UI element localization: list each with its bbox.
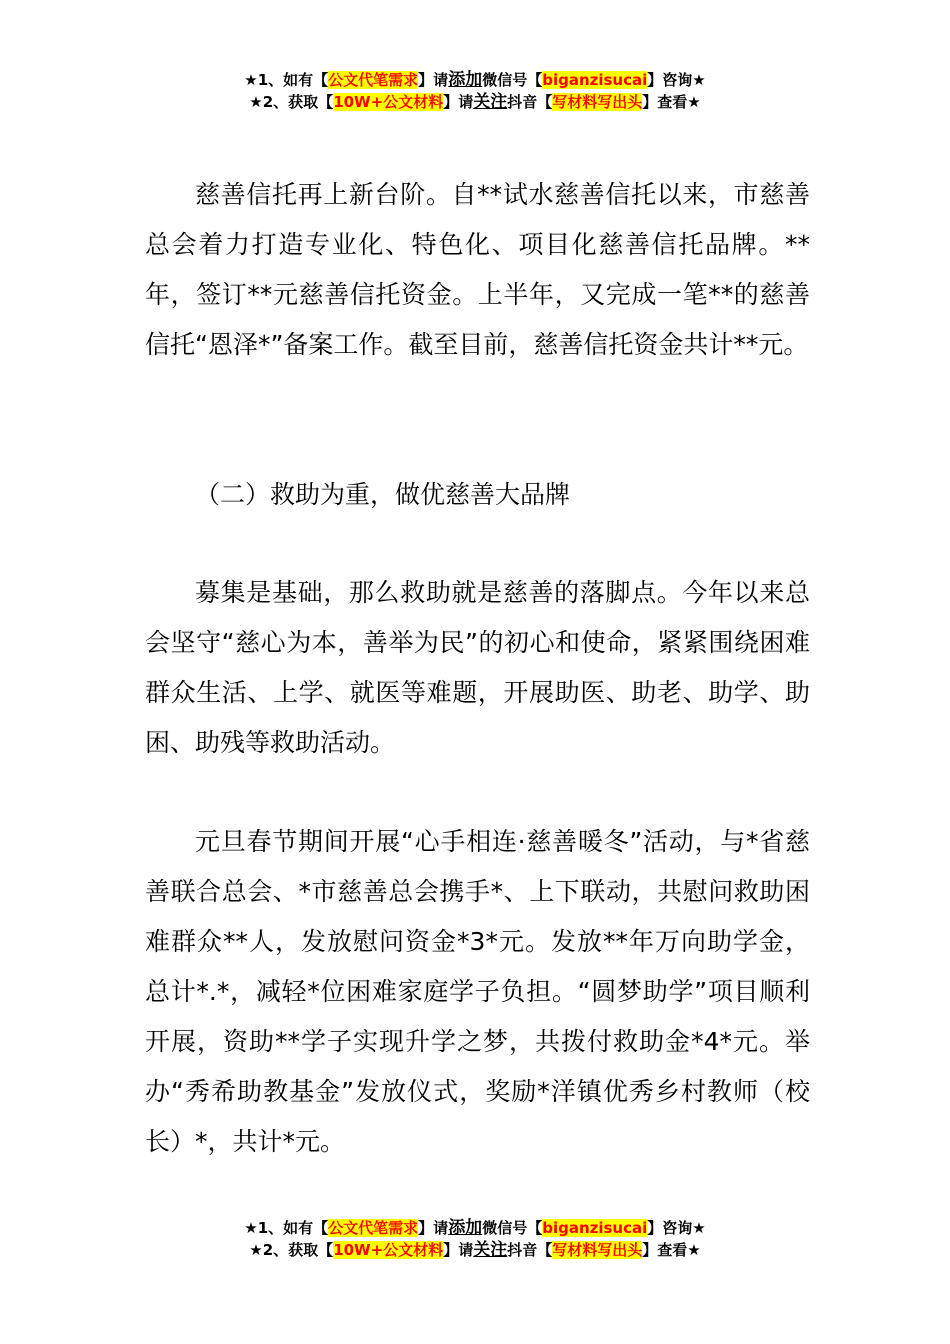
- paragraph-text: 慈善信托再上新台阶。自**试水慈善信托以来，市慈善总会着力打造专业化、特色化、项目化慈善信托品牌。**年，签订**元慈善信托资金。上半年，又完成一笔**的慈善信托“恩泽*”备案工作。截至目前，慈善信托资金共计**元。: [145, 180, 810, 359]
- paragraph-activities: [145, 817, 810, 1167]
- highlight-service: 公文代笔需求: [328, 1219, 419, 1237]
- banner-line-2: [0, 1239, 950, 1261]
- footer-banner: [0, 1217, 950, 1261]
- banner-text: 】查看★: [642, 93, 701, 111]
- banner-text: 】请: [443, 1241, 474, 1259]
- section-heading: [145, 470, 810, 520]
- banner-text: 抖音【: [507, 1241, 553, 1259]
- emphasis-text: 关注: [473, 92, 508, 112]
- banner-line-1: [0, 1217, 950, 1239]
- banner-text: ★2、获取【: [249, 93, 334, 111]
- heading-text: （二）救助为重，做优慈善大品牌: [195, 480, 571, 509]
- banner-text: ★1、如有【: [244, 1219, 329, 1237]
- emphasis-text: 添加: [448, 70, 483, 90]
- paragraph-relief: [145, 568, 810, 768]
- banner-text: ★1、如有【: [244, 71, 329, 89]
- banner-text: 】请: [443, 93, 474, 111]
- banner-text: 微信号【: [482, 71, 543, 89]
- banner-line-1: [0, 69, 950, 91]
- emphasis-text: 关注: [473, 1240, 508, 1260]
- banner-text: 微信号【: [482, 1219, 543, 1237]
- banner-text: 】咨询★: [647, 71, 706, 89]
- highlight-wechat-id: biganzisucai: [542, 71, 648, 89]
- banner-text: 】请: [418, 71, 449, 89]
- banner-text: ★2、获取【: [249, 1241, 334, 1259]
- banner-text: 抖音【: [507, 93, 553, 111]
- highlight-douyin-account: 写材料写出头: [552, 93, 643, 111]
- emphasis-text: 添加: [448, 1218, 483, 1238]
- banner-text: 】请: [418, 1219, 449, 1237]
- banner-text: 】查看★: [642, 1241, 701, 1259]
- highlight-materials: 10W+公文材料: [333, 93, 444, 111]
- paragraph-text: 募集是基础，那么救助就是慈善的落脚点。今年以来总会坚守“慈心为本，善举为民”的初心和使命，紧紧围绕困难群众生活、上学、就医等难题，开展助医、助老、助学、助困、助残等救助活动。: [145, 578, 810, 757]
- highlight-douyin-account: 写材料写出头: [552, 1241, 643, 1259]
- highlight-materials: 10W+公文材料: [333, 1241, 444, 1259]
- header-banner: [0, 69, 950, 113]
- banner-text: 】咨询★: [647, 1219, 706, 1237]
- paragraph-text: 元旦春节期间开展“心手相连·慈善暖冬”活动，与*省慈善联合总会、*市慈善总会携手*、上下联动，共慰问救助困难群众**人，发放慰问资金*3*元。发放**年万向助学金，总计*.*，减轻*位困难家庭学子负担。“圆梦助学”项目顺利开展，资助**学子实现升学之梦，共拨付救助金*4*元。举办“秀希助教基金”发放仪式，奖励*洋镇优秀乡村教师（校长）*，共计*元。: [145, 827, 810, 1156]
- highlight-wechat-id: biganzisucai: [542, 1219, 648, 1237]
- banner-line-2: [0, 91, 950, 113]
- highlight-service: 公文代笔需求: [328, 71, 419, 89]
- paragraph-charity-trust: [145, 170, 810, 370]
